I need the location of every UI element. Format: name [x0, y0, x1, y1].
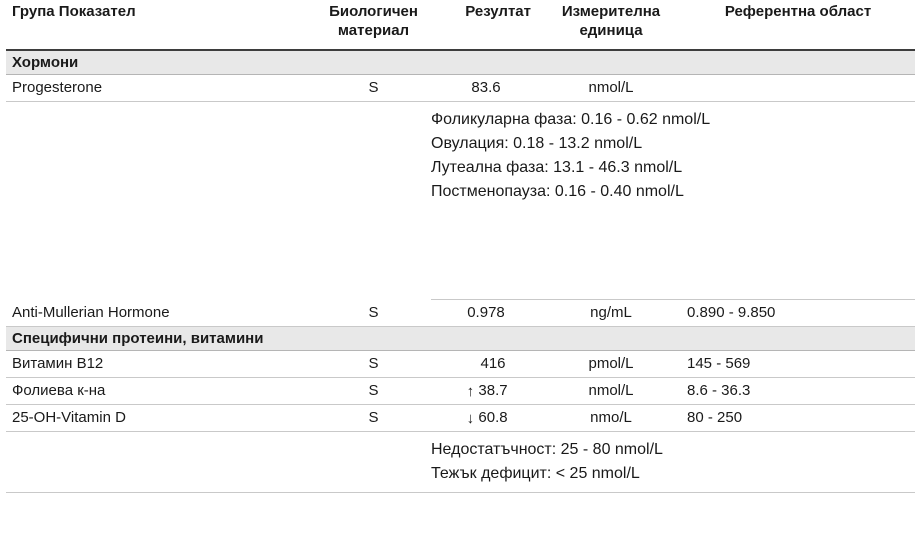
lab-results-table	[6, 0, 915, 492]
analyte-name: Витамин B12	[6, 350, 316, 377]
table-row	[6, 377, 915, 404]
analyte-unit: ng/mL	[541, 299, 681, 326]
note-line: Фоликуларна фаза: 0.16 - 0.62 nmol/L	[431, 110, 711, 128]
analyte-result-value: 38.7	[478, 381, 508, 399]
table-body	[6, 50, 915, 493]
analyte-material: S	[316, 404, 431, 431]
note-line: Постменопауза: 0.16 - 0.40 nmol/L	[431, 183, 684, 201]
header-name: Група Показател	[6, 0, 316, 50]
analyte-material: S	[316, 74, 431, 101]
reference-notes-row	[6, 431, 915, 492]
result-flag-low-icon	[464, 410, 476, 428]
analyte-reference: 8.6 - 36.3	[681, 377, 915, 404]
analyte-name: Фолиева к-на	[6, 377, 316, 404]
analyte-unit: nmol/L	[541, 377, 681, 404]
analyte-result	[431, 350, 541, 377]
note-line: Тежък дефицит: < 25 nmol/L	[431, 465, 640, 483]
table-row	[6, 404, 915, 431]
notes-spacer	[6, 101, 316, 299]
header-row	[6, 0, 915, 50]
analyte-name: 25-OH-Vitamin D	[6, 404, 316, 431]
header-reference: Референтна област	[681, 0, 915, 50]
result-flag-high-icon	[464, 383, 476, 401]
reference-notes	[431, 101, 915, 299]
header-material-line1: Биологичен	[329, 3, 418, 20]
analyte-name: Anti-Mullerian Hormone	[6, 299, 316, 326]
analyte-reference: 0.890 - 9.850	[681, 299, 915, 326]
group-title: Хормони	[6, 50, 915, 75]
analyte-result: 83.6	[431, 74, 541, 101]
analyte-unit: nmol/L	[541, 74, 681, 101]
analyte-result-value: 416	[480, 354, 506, 372]
header-unit-line1: Измерителна	[561, 3, 661, 20]
header-material	[316, 0, 431, 50]
analyte-material: S	[316, 299, 431, 326]
table-row	[6, 350, 915, 377]
notes-spacer	[6, 431, 316, 492]
note-line: Недостатъчност: 25 - 80 nmol/L	[431, 440, 663, 458]
group-title: Специфични протеини, витамини	[6, 326, 915, 350]
analyte-result: 0.978	[431, 299, 541, 326]
notes-padding	[431, 205, 909, 293]
table-row	[6, 299, 915, 326]
analyte-reference: 80 - 250	[681, 404, 915, 431]
analyte-unit: pmol/L	[541, 350, 681, 377]
analyte-material: S	[316, 377, 431, 404]
notes-spacer-material	[316, 431, 431, 492]
note-line: Овулация: 0.18 - 13.2 nmol/L	[431, 134, 643, 152]
analyte-unit: nmo/L	[541, 404, 681, 431]
analyte-material: S	[316, 350, 431, 377]
analyte-reference: 145 - 569	[681, 350, 915, 377]
reference-notes	[431, 431, 915, 492]
reference-notes-row	[6, 101, 915, 299]
table-header	[6, 0, 915, 50]
analyte-result	[431, 404, 541, 431]
analyte-reference	[681, 74, 915, 101]
table-bottom-rule	[6, 492, 915, 493]
analyte-result	[431, 377, 541, 404]
header-result: Резултат	[431, 0, 541, 50]
header-material-line2: материал	[337, 21, 410, 39]
header-unit-line2: единица	[579, 21, 643, 39]
header-unit	[541, 0, 681, 50]
group-header-row	[6, 50, 915, 75]
group-header-row	[6, 326, 915, 350]
notes-spacer-material	[316, 101, 431, 299]
analyte-result-value: 60.8	[478, 408, 508, 426]
table-row	[6, 74, 915, 101]
note-line: Лутеална фаза: 13.1 - 46.3 nmol/L	[431, 159, 683, 177]
analyte-name: Progesterone	[6, 74, 316, 101]
